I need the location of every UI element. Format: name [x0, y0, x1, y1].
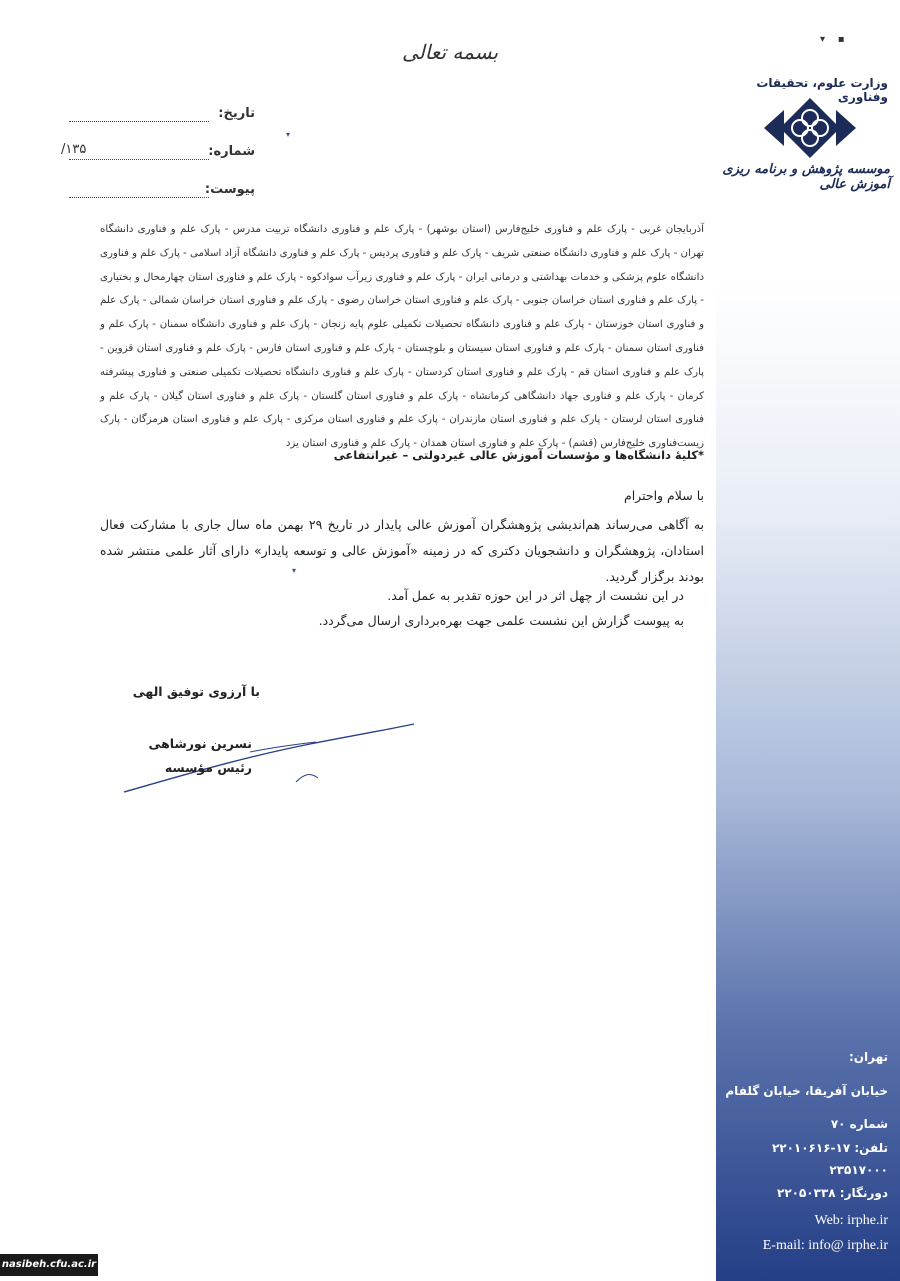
ministry-name: وزارت علوم، تحقیقات وفناوری: [756, 76, 888, 104]
website: Web: irphe.ir: [814, 1213, 888, 1228]
address-street: خیابان آفریقا، خیابان گلفام: [725, 1084, 888, 1098]
handwritten-signature: [120, 714, 420, 804]
main-paragraph: به آگاهی می‌رساند هم‌اندیشی پژوهشگران آموزش عالی پایدار در تاریخ ۲۹ بهمن ماه سال جاری با مشارکت فعال استادان، پژوهشگران و دانشجویان دکتری که در زمینه «آموزش عالی و توسعه پایدار» دارای آثار علمی منتشر شده بودند برگزار گردید.: [100, 517, 704, 584]
phone-secondary: ۲۳۵۱۷۰۰۰: [829, 1163, 888, 1177]
signer-name: نسرین نورشاهی: [148, 736, 252, 751]
attachment-label: پیوست:: [204, 182, 255, 197]
appreciation-line: در این نشست از چهل اثر در این حوزه تقدیر به عمل آمد.: [387, 588, 684, 603]
closing-phrase: با آرزوی توفیق الهی: [132, 684, 260, 699]
salutation: با سلام واحترام: [623, 488, 704, 503]
address-city: تهران:: [848, 1050, 888, 1064]
stray-mark: ▾: [292, 566, 297, 575]
institute-name: موسسه پژوهش و برنامه ریزی آموزش عالی: [722, 162, 890, 192]
number-line: [69, 159, 209, 160]
attachment-line: [69, 197, 209, 198]
institute-logo-icon: [762, 96, 858, 160]
bismillah: بسمه تعالی: [401, 40, 499, 64]
corner-mark: ▾ ▪: [820, 34, 845, 45]
attachment-field: [55, 182, 255, 204]
attachment-line-text: به پیوست گزارش این نشست علمی جهت بهره‌برداری ارسال می‌گردد.: [318, 613, 684, 628]
stray-mark: ▾: [286, 130, 291, 139]
date-line: [69, 121, 209, 122]
number-value: ۱۳۵/: [61, 142, 87, 157]
watermark: nasibeh.cfu.ac.ir: [0, 1254, 98, 1276]
signer-title: رئیس مؤسسه: [164, 760, 252, 775]
address-number: شماره ۷۰: [830, 1117, 888, 1131]
email: E-mail: info@ irphe.ir: [762, 1238, 888, 1253]
recipients-list: آذربایجان غربی - پارک علم و فناوری خلیج‌فارس (استان بوشهر) - پارک علم و فناوری دانشگاه تربیت مدرس - پارک علم و فناوری دانشگاه تهران - پارک علم و فناوری دانشگاه صنعتی شریف - پارک علم و فناوری پردیس - پارک علم و فناوری دانشگاه آزاد اسلامی - پارک علم و فناوری دانشگاه علوم پزشکی و خدمات بهداشتی و درمانی ایران - پارک علم و فناوری زیرآب سوادکوه - پارک علم و فناوری استان چهارمحال و بختیاری - پارک علم و فناوری استان خراسان جنوبی - پارک علم و فناوری استان خراسان رضوی - پارک علم و فناوری استان خراسان شمالی - پارک علم و فناوری استان خوزستان - پارک علم و فناوری دانشگاه تحصیلات تکمیلی علوم پایه زنجان - پارک علم و فناوری دانشگاه سمنان - پارک علم و فناوری استان سمنان - پارک علم و فناوری استان سیستان و بلوچستان - پارک علم و فناوری استان فارس - پارک علم و فناوری استان قزوین - پارک علم و فناوری استان قم - پارک علم و فناوری استان کردستان - پارک علم و فناوری دانشگاه تحصیلات تکمیلی صنعتی و فناوری پیشرفته کرمان - پارک علم و فناوری جهاد دانشگاهی کرمانشاه - پارک علم و فناوری استان گلستان - پارک علم و فناوری استان گیلان - پارک علم و فناوری استان لرستان - پارک علم و فناوری استان مازندران - پارک علم و فناوری استان مرکزی - پارک علم و فناوری استان هرمزگان - پارک زیست‌فناوری خلیج‌فارس (قشم) - پارک علم و فناوری استان همدان - پارک علم و فناوری استان یزد: [100, 224, 704, 450]
number-label: شماره:: [208, 144, 255, 159]
date-field: [55, 106, 255, 128]
recipients-tail: *کلیهٔ دانشگاه‌ها و مؤسسات آموزش عالی غیردولتی – غیرانتفاعی: [333, 448, 704, 462]
phone: تلفن: ۱۷-۲۲۰۱۰۶۱۶: [771, 1141, 888, 1155]
number-field: [55, 144, 255, 166]
fax: دورنگار: ۲۲۰۵۰۳۳۸: [777, 1186, 888, 1200]
date-label: تاریخ:: [218, 106, 255, 121]
